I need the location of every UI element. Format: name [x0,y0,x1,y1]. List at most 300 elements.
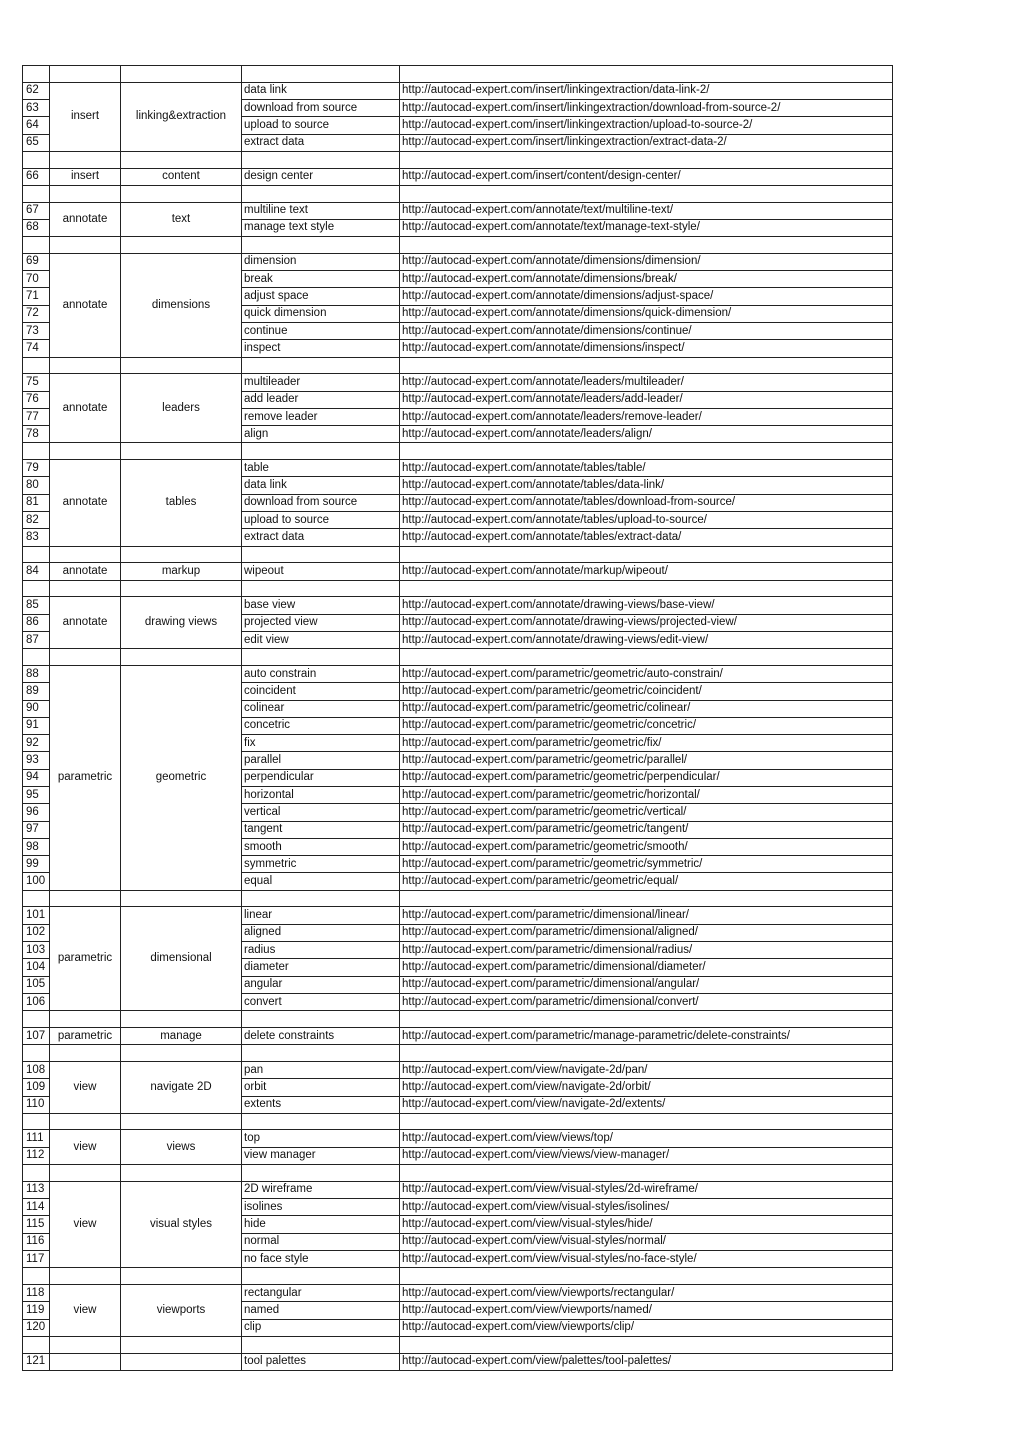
empty-cell [400,151,893,168]
empty-cell [242,1268,400,1285]
url-link-cell[interactable]: http://autocad-expert.com/annotate/drawing-views/edit-view/ [400,631,893,648]
command-name-cell: angular [242,976,400,993]
url-link-cell[interactable]: http://autocad-expert.com/parametric/manage-parametric/delete-constraints/ [400,1027,893,1044]
row-number-cell: 79 [23,460,50,477]
command-name-cell: design center [242,168,400,185]
command-name-cell: equal [242,873,400,890]
row-number-cell: 104 [23,959,50,976]
empty-cell [400,1045,893,1062]
url-link-cell[interactable]: http://autocad-expert.com/parametric/geometric/symmetric/ [400,856,893,873]
spacer-row [23,357,893,374]
spacer-row [23,649,893,666]
category-cell: annotate [50,460,121,546]
empty-cell [50,1336,121,1353]
url-link-cell[interactable]: http://autocad-expert.com/view/navigate-2d/pan/ [400,1061,893,1078]
command-name-cell: add leader [242,391,400,408]
url-link-cell[interactable]: http://autocad-expert.com/annotate/tables/download-from-source/ [400,494,893,511]
row-number-cell: 83 [23,529,50,546]
category-cell: annotate [50,253,121,357]
row-number-cell: 111 [23,1130,50,1147]
subcategory-cell: markup [121,563,242,580]
subcategory-cell: manage [121,1027,242,1044]
row-number-cell: 90 [23,700,50,717]
category-cell: annotate [50,563,121,580]
url-link-cell[interactable]: http://autocad-expert.com/insert/linkingextraction/upload-to-source-2/ [400,117,893,134]
table-row [23,1353,893,1370]
url-link-cell[interactable]: http://autocad-expert.com/view/viewports/named/ [400,1302,893,1319]
empty-cell [400,66,893,83]
command-name-cell: view manager [242,1147,400,1164]
subcategory-cell: linking&extraction [121,82,242,151]
row-number-cell: 116 [23,1233,50,1250]
url-link-cell[interactable]: http://autocad-expert.com/annotate/dimensions/break/ [400,271,893,288]
spacer-row [23,185,893,202]
row-number-cell: 75 [23,374,50,391]
row-number-cell: 77 [23,408,50,425]
spacer-row [23,1336,893,1353]
subcategory-cell: leaders [121,374,242,443]
row-number-cell: 74 [23,340,50,357]
command-name-cell: align [242,426,400,443]
command-name-cell: download from source [242,99,400,116]
command-name-cell: orbit [242,1079,400,1096]
empty-cell [50,237,121,254]
command-name-cell: quick dimension [242,305,400,322]
empty-cell [400,357,893,374]
empty-cell [23,890,50,907]
command-name-cell: extract data [242,134,400,151]
row-number-cell: 105 [23,976,50,993]
empty-cell [121,66,242,83]
url-link-cell[interactable]: http://autocad-expert.com/view/viewports/clip/ [400,1319,893,1336]
url-link-cell[interactable]: http://autocad-expert.com/annotate/dimensions/inspect/ [400,340,893,357]
row-number-cell: 88 [23,665,50,682]
url-link-cell[interactable]: http://autocad-expert.com/parametric/dimensional/radius/ [400,942,893,959]
row-number-cell: 98 [23,838,50,855]
row-number-cell: 102 [23,924,50,941]
empty-cell [50,66,121,83]
url-link-cell[interactable]: http://autocad-expert.com/annotate/text/multiline-text/ [400,202,893,219]
category-cell: view [50,1130,121,1165]
empty-cell [50,443,121,460]
empty-cell [242,357,400,374]
url-link-cell[interactable]: http://autocad-expert.com/view/visual-styles/hide/ [400,1216,893,1233]
row-number-cell: 66 [23,168,50,185]
empty-cell [121,1113,242,1130]
spacer-row [23,546,893,563]
command-name-cell: convert [242,993,400,1010]
empty-cell [400,580,893,597]
row-number-cell: 95 [23,786,50,803]
spacer-row [23,890,893,907]
category-cell: insert [50,168,121,185]
category-cell: view [50,1181,121,1267]
command-name-cell: clip [242,1319,400,1336]
row-number-cell: 67 [23,202,50,219]
spacer-row [23,443,893,460]
subcategory-cell: viewports [121,1284,242,1336]
url-link-cell[interactable]: http://autocad-expert.com/parametric/dimensional/linear/ [400,907,893,924]
empty-cell [121,1336,242,1353]
row-number-cell: 78 [23,426,50,443]
command-name-cell: horizontal [242,786,400,803]
spacer-row [23,1165,893,1182]
table-row [23,202,893,219]
empty-cell [242,185,400,202]
url-link-cell[interactable]: http://autocad-expert.com/annotate/dimensions/dimension/ [400,253,893,270]
row-number-cell: 81 [23,494,50,511]
spacer-row [23,237,893,254]
url-link-cell[interactable]: http://autocad-expert.com/parametric/geometric/horizontal/ [400,786,893,803]
empty-cell [242,546,400,563]
url-link-cell[interactable]: http://autocad-expert.com/view/views/top/ [400,1130,893,1147]
empty-cell [23,66,50,83]
empty-cell [23,1045,50,1062]
url-link-cell[interactable]: http://autocad-expert.com/view/visual-styles/no-face-style/ [400,1250,893,1267]
command-name-cell: download from source [242,494,400,511]
empty-cell [242,649,400,666]
subcategory-cell: navigate 2D [121,1061,242,1113]
url-link-cell[interactable]: http://autocad-expert.com/annotate/leaders/multileader/ [400,374,893,391]
row-number-cell: 63 [23,99,50,116]
empty-cell [121,1165,242,1182]
empty-cell [242,237,400,254]
empty-cell [23,237,50,254]
row-number-cell: 119 [23,1302,50,1319]
command-name-cell: aligned [242,924,400,941]
empty-cell [50,580,121,597]
category-cell: view [50,1061,121,1113]
empty-cell [400,1011,893,1028]
empty-cell [400,546,893,563]
url-link-cell[interactable]: http://autocad-expert.com/view/navigate-2d/extents/ [400,1096,893,1113]
empty-cell [242,1113,400,1130]
row-number-cell: 110 [23,1096,50,1113]
empty-cell [50,1045,121,1062]
empty-cell [242,443,400,460]
row-number-cell: 109 [23,1079,50,1096]
url-link-cell[interactable]: http://autocad-expert.com/parametric/geometric/tangent/ [400,821,893,838]
command-name-cell: table [242,460,400,477]
url-link-cell[interactable]: http://autocad-expert.com/parametric/dimensional/angular/ [400,976,893,993]
command-name-cell: upload to source [242,117,400,134]
subcategory-cell: geometric [121,665,242,890]
empty-cell [50,1165,121,1182]
command-name-cell: break [242,271,400,288]
subcategory-cell: visual styles [121,1181,242,1267]
category-cell: annotate [50,374,121,443]
url-link-cell[interactable]: http://autocad-expert.com/parametric/geometric/equal/ [400,873,893,890]
row-number-cell: 80 [23,477,50,494]
url-link-cell[interactable]: http://autocad-expert.com/view/visual-styles/2d-wireframe/ [400,1181,893,1198]
row-number-cell: 117 [23,1250,50,1267]
command-name-cell: remove leader [242,408,400,425]
url-link-cell[interactable]: http://autocad-expert.com/parametric/geometric/vertical/ [400,804,893,821]
command-name-cell: delete constraints [242,1027,400,1044]
url-link-cell[interactable]: http://autocad-expert.com/parametric/geometric/auto-constrain/ [400,665,893,682]
command-name-cell: inspect [242,340,400,357]
table-row [23,82,893,99]
empty-cell [50,185,121,202]
command-name-cell: extract data [242,529,400,546]
row-number-cell: 91 [23,717,50,734]
url-link-cell[interactable]: http://autocad-expert.com/insert/linkingextraction/download-from-source-2/ [400,99,893,116]
url-link-cell[interactable]: http://autocad-expert.com/view/viewports/rectangular/ [400,1284,893,1301]
command-name-cell: hide [242,1216,400,1233]
row-number-cell: 70 [23,271,50,288]
empty-cell [50,357,121,374]
empty-cell [121,580,242,597]
spreadsheet-table [22,65,893,1371]
empty-cell [23,1336,50,1353]
url-link-cell[interactable]: http://autocad-expert.com/view/views/view-manager/ [400,1147,893,1164]
empty-cell [400,185,893,202]
table-body [23,66,893,1371]
spacer-row [23,580,893,597]
url-link-cell[interactable]: http://autocad-expert.com/insert/linkingextraction/extract-data-2/ [400,134,893,151]
category-cell: parametric [50,665,121,890]
row-number-cell: 62 [23,82,50,99]
command-name-cell: concetric [242,717,400,734]
subcategory-cell: text [121,202,242,237]
row-number-cell: 92 [23,735,50,752]
spacer-row [23,1113,893,1130]
table-row [23,1181,893,1198]
command-name-cell: continue [242,323,400,340]
empty-cell [121,151,242,168]
empty-cell [23,1011,50,1028]
empty-cell [242,580,400,597]
empty-cell [121,357,242,374]
command-name-cell: radius [242,942,400,959]
command-name-cell: wipeout [242,563,400,580]
subcategory-cell: views [121,1130,242,1165]
url-link-cell[interactable]: http://autocad-expert.com/parametric/geometric/smooth/ [400,838,893,855]
row-number-cell: 89 [23,683,50,700]
row-number-cell: 120 [23,1319,50,1336]
row-number-cell: 87 [23,631,50,648]
url-link-cell[interactable]: http://autocad-expert.com/parametric/geometric/parallel/ [400,752,893,769]
empty-cell [121,649,242,666]
command-name-cell: diameter [242,959,400,976]
empty-cell [121,1268,242,1285]
empty-cell [400,890,893,907]
url-link-cell[interactable]: http://autocad-expert.com/annotate/dimensions/quick-dimension/ [400,305,893,322]
command-name-cell: 2D wireframe [242,1181,400,1198]
subcategory-cell: dimensional [121,907,242,1011]
url-link-cell[interactable]: http://autocad-expert.com/annotate/leaders/add-leader/ [400,391,893,408]
url-link-cell[interactable]: http://autocad-expert.com/parametric/dimensional/aligned/ [400,924,893,941]
command-name-cell: multiline text [242,202,400,219]
empty-cell [400,1113,893,1130]
empty-cell [50,1011,121,1028]
empty-cell [23,1268,50,1285]
row-number-cell: 114 [23,1199,50,1216]
category-cell [50,1353,121,1370]
row-number-cell: 113 [23,1181,50,1198]
table-row [23,1130,893,1147]
table-row [23,168,893,185]
url-link-cell[interactable]: http://autocad-expert.com/view/navigate-2d/orbit/ [400,1079,893,1096]
command-name-cell: multileader [242,374,400,391]
url-link-cell[interactable]: http://autocad-expert.com/parametric/dimensional/diameter/ [400,959,893,976]
category-cell: annotate [50,597,121,649]
spacer-row [23,1268,893,1285]
url-link-cell[interactable]: http://autocad-expert.com/parametric/dimensional/convert/ [400,993,893,1010]
url-link-cell[interactable]: http://autocad-expert.com/view/visual-styles/normal/ [400,1233,893,1250]
command-name-cell: edit view [242,631,400,648]
row-number-cell: 97 [23,821,50,838]
command-name-cell: parallel [242,752,400,769]
command-name-cell: named [242,1302,400,1319]
row-number-cell: 94 [23,769,50,786]
row-number-cell: 118 [23,1284,50,1301]
command-name-cell: smooth [242,838,400,855]
table-row [23,1027,893,1044]
table-row [23,253,893,270]
empty-cell [242,151,400,168]
row-number-cell: 85 [23,597,50,614]
url-link-cell[interactable]: http://autocad-expert.com/annotate/dimensions/adjust-space/ [400,288,893,305]
command-name-cell: symmetric [242,856,400,873]
url-link-cell[interactable]: http://autocad-expert.com/annotate/tables/table/ [400,460,893,477]
command-name-cell: colinear [242,700,400,717]
empty-cell [50,151,121,168]
spacer-row [23,66,893,83]
url-link-cell[interactable]: http://autocad-expert.com/parametric/geometric/concetric/ [400,717,893,734]
command-name-cell: tangent [242,821,400,838]
row-number-cell: 96 [23,804,50,821]
empty-cell [121,546,242,563]
empty-cell [242,890,400,907]
empty-cell [50,649,121,666]
command-name-cell: normal [242,1233,400,1250]
command-name-cell: data link [242,477,400,494]
empty-cell [242,1011,400,1028]
table-row [23,597,893,614]
empty-cell [23,185,50,202]
url-link-cell[interactable]: http://autocad-expert.com/annotate/leaders/align/ [400,426,893,443]
empty-cell [121,185,242,202]
row-number-cell: 86 [23,614,50,631]
empty-cell [121,890,242,907]
row-number-cell: 106 [23,993,50,1010]
row-number-cell: 107 [23,1027,50,1044]
category-cell: insert [50,82,121,151]
command-name-cell: coincident [242,683,400,700]
row-number-cell: 112 [23,1147,50,1164]
table-row [23,374,893,391]
url-link-cell[interactable]: http://autocad-expert.com/annotate/leaders/remove-leader/ [400,408,893,425]
command-name-cell: perpendicular [242,769,400,786]
table-row [23,563,893,580]
row-number-cell: 99 [23,856,50,873]
command-name-cell: manage text style [242,219,400,236]
url-link-cell[interactable]: http://autocad-expert.com/annotate/tables/upload-to-source/ [400,512,893,529]
empty-cell [23,580,50,597]
category-cell: parametric [50,907,121,1011]
empty-cell [23,151,50,168]
row-number-cell: 71 [23,288,50,305]
category-cell: parametric [50,1027,121,1044]
row-number-cell: 93 [23,752,50,769]
empty-cell [50,890,121,907]
command-name-cell: fix [242,735,400,752]
url-link-cell[interactable]: http://autocad-expert.com/annotate/drawing-views/base-view/ [400,597,893,614]
empty-cell [50,1268,121,1285]
url-link-cell[interactable]: http://autocad-expert.com/parametric/geometric/colinear/ [400,700,893,717]
table-row [23,665,893,682]
url-link-cell[interactable]: http://autocad-expert.com/insert/content/design-center/ [400,168,893,185]
url-link-cell[interactable]: http://autocad-expert.com/parametric/geometric/perpendicular/ [400,769,893,786]
row-number-cell: 84 [23,563,50,580]
subcategory-cell: content [121,168,242,185]
empty-cell [121,1045,242,1062]
empty-cell [242,1165,400,1182]
command-name-cell: projected view [242,614,400,631]
subcategory-cell: dimensions [121,253,242,357]
subcategory-cell [121,1353,242,1370]
spacer-row [23,1045,893,1062]
subcategory-cell: tables [121,460,242,546]
url-link-cell[interactable]: http://autocad-expert.com/annotate/markup/wipeout/ [400,563,893,580]
url-link-cell[interactable]: http://autocad-expert.com/annotate/tables/extract-data/ [400,529,893,546]
command-name-cell: no face style [242,1250,400,1267]
row-number-cell: 100 [23,873,50,890]
row-number-cell: 73 [23,323,50,340]
table-row [23,460,893,477]
url-link-cell[interactable]: http://autocad-expert.com/annotate/dimensions/continue/ [400,323,893,340]
url-link-cell[interactable]: http://autocad-expert.com/annotate/text/manage-text-style/ [400,219,893,236]
subcategory-cell: drawing views [121,597,242,649]
empty-cell [121,1011,242,1028]
command-name-cell: linear [242,907,400,924]
empty-cell [242,66,400,83]
url-link-cell[interactable]: http://autocad-expert.com/parametric/geometric/coincident/ [400,683,893,700]
empty-cell [400,1165,893,1182]
command-name-cell: top [242,1130,400,1147]
command-name-cell: dimension [242,253,400,270]
command-name-cell: rectangular [242,1284,400,1301]
category-cell: annotate [50,202,121,237]
command-name-cell: adjust space [242,288,400,305]
empty-cell [50,546,121,563]
row-number-cell: 69 [23,253,50,270]
command-name-cell: tool palettes [242,1353,400,1370]
empty-cell [23,546,50,563]
url-link-cell[interactable]: http://autocad-expert.com/parametric/geometric/fix/ [400,735,893,752]
url-link-cell[interactable]: http://autocad-expert.com/annotate/tables/data-link/ [400,477,893,494]
row-number-cell: 121 [23,1353,50,1370]
url-link-cell[interactable]: http://autocad-expert.com/view/visual-styles/isolines/ [400,1199,893,1216]
command-name-cell: isolines [242,1199,400,1216]
row-number-cell: 76 [23,391,50,408]
url-link-cell[interactable]: http://autocad-expert.com/annotate/drawing-views/projected-view/ [400,614,893,631]
spacer-row [23,151,893,168]
table-row [23,1284,893,1301]
url-link-cell[interactable]: http://autocad-expert.com/view/palettes/tool-palettes/ [400,1353,893,1370]
command-name-cell: pan [242,1061,400,1078]
command-name-cell: upload to source [242,512,400,529]
command-name-cell: data link [242,82,400,99]
spacer-row [23,1011,893,1028]
empty-cell [400,1268,893,1285]
url-link-cell[interactable]: http://autocad-expert.com/insert/linkingextraction/data-link-2/ [400,82,893,99]
command-name-cell: extents [242,1096,400,1113]
empty-cell [400,649,893,666]
command-name-cell: vertical [242,804,400,821]
empty-cell [23,649,50,666]
